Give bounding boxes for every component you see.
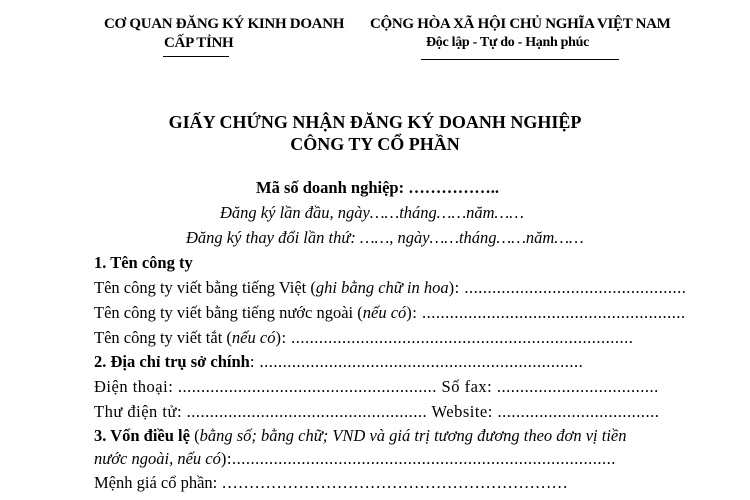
agency-name: CƠ QUAN ĐĂNG KÝ KINH DOANH	[104, 16, 345, 32]
charter-capital-field: ):...................................................................................	[220, 449, 616, 468]
abbreviated-name-label: Tên công ty viết tắt (	[94, 328, 232, 347]
motto-underline	[421, 59, 619, 60]
vietnamese-name-line	[94, 278, 686, 298]
section-head-office-heading: 2. Địa chỉ trụ sở chính	[94, 352, 250, 371]
first-registration-date: Đăng ký lần đầu, ngày……tháng……năm……	[220, 203, 524, 222]
foreign-name-note: nếu có	[362, 303, 407, 322]
foreign-name-label: Tên công ty viết bằng tiếng nước ngoài (	[94, 303, 363, 322]
change-registration-date: Đăng ký thay đổi lần thứ: ……, ngày……tháng……năm……	[186, 228, 584, 247]
document-subtitle: CÔNG TY CỔ PHẦN	[290, 134, 460, 154]
section-charter-capital-heading: 3. Vốn điều lệ	[94, 426, 190, 445]
par-value-line: Mệnh giá cổ phần: ………………………………………………………	[94, 473, 568, 492]
charter-capital-line-2	[94, 449, 616, 469]
country-name: CỘNG HÒA XÃ HỘI CHỦ NGHĨA VIỆT NAM	[370, 16, 671, 32]
charter-capital-open: (	[189, 426, 200, 445]
document-title: GIẤY CHỨNG NHẬN ĐĂNG KÝ DOANH NGHIỆP	[168, 112, 582, 132]
abbreviated-name-note: nếu có	[231, 328, 276, 347]
vietnamese-name-field: ): ................................................	[448, 278, 687, 297]
agency-level: CẤP TỈNH	[164, 35, 234, 51]
abbreviated-name-field: ): ..........................................................................	[275, 328, 634, 347]
charter-capital-note-1: bằng số; bằng chữ; VND và giá trị tương đương theo đơn vị tiền	[199, 426, 627, 445]
agency-underline	[163, 56, 229, 57]
phone-fax-line: Điện thoại: ........................................................ Số fax: ...................................	[94, 377, 659, 396]
foreign-name-line	[94, 303, 686, 323]
foreign-name-field: ): .........................................................	[406, 303, 686, 322]
head-office-field: : ......................................................................	[249, 352, 584, 371]
abbreviated-name-line	[94, 328, 633, 348]
vietnamese-name-note: ghi bằng chữ in hoa	[315, 278, 449, 297]
national-motto: Độc lập - Tự do - Hạnh phúc	[426, 35, 590, 50]
email-website-line: Thư điện tử: .................................................... Website: ...................................	[94, 402, 660, 421]
charter-capital-note-2: nước ngoài, nếu có	[94, 449, 221, 468]
enterprise-code: Mã số doanh nghiệp: ……………..	[256, 178, 499, 197]
vietnamese-name-label: Tên công ty viết bằng tiếng Việt (	[94, 278, 316, 297]
head-office-line	[94, 352, 583, 372]
charter-capital-line	[94, 426, 627, 446]
section-company-name-heading: 1. Tên công ty	[94, 253, 193, 272]
